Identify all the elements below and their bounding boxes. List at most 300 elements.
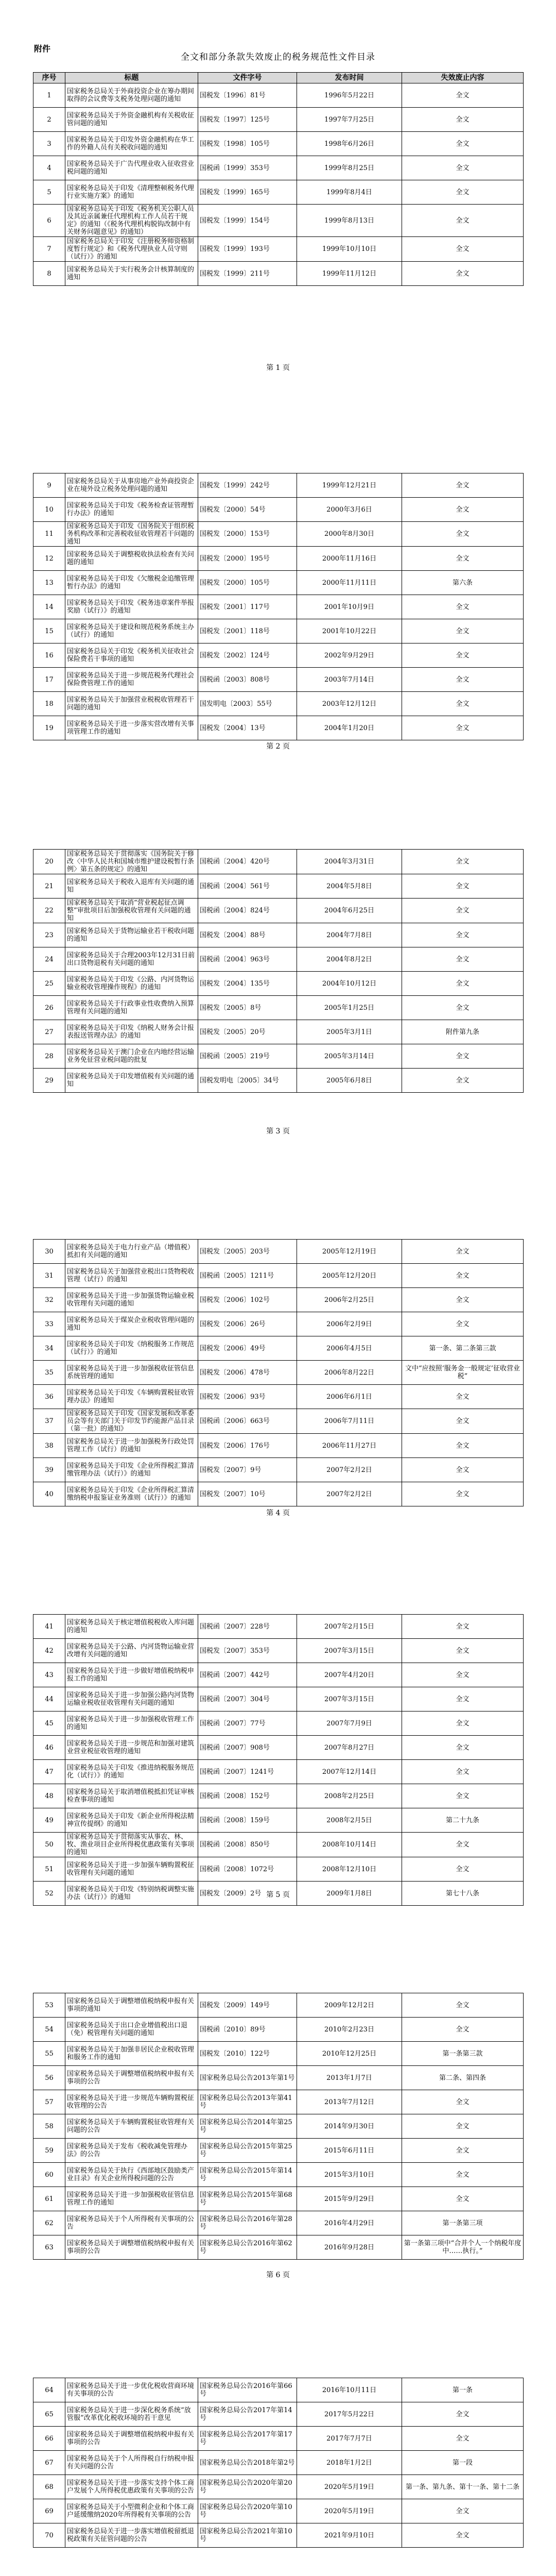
issue-date: 2001年10月9日 [297,595,402,619]
file-title: 国家税务总局关于公路、内河货物运输业营改增有关问题的通知 [65,1639,198,1663]
file-number: 国家税务总局公告2017年第17号 [198,2427,297,2451]
issue-date: 2005年3月14日 [297,1044,402,1069]
table-row [33,1264,524,1288]
column-header: 序号 [33,73,65,83]
row-number: 68 [33,2475,65,2499]
file-title: 国家税务总局关于调整税收执法检查有关问题的通知 [65,547,198,571]
file-number: 国税发〔2004〕13号 [198,716,297,740]
row-number: 48 [33,1784,65,1808]
file-title: 国家税务总局关于进一步做好增值税纳税申报工作的通知 [65,1663,198,1687]
file-number: 国家税务总局公告2013年第41号 [198,2090,297,2114]
table-row [33,1760,524,1784]
repeal-content: 全文 [402,547,524,571]
file-number: 国税发〔2002〕124号 [198,643,297,668]
file-title: 国家税务总局关于车辆购置税征收管理有关问题的公告 [65,2114,198,2139]
issue-date: 2009年1月8日 [297,1882,402,1906]
file-title: 国家税务总局关于印发《纳税服务工作规范（试行）》的通知 [65,1336,198,1361]
file-number: 国税函〔2007〕1241号 [198,1760,297,1784]
file-number: 国税发〔2006〕176号 [198,1434,297,1458]
table-row [33,1385,524,1409]
table-row [33,692,524,716]
table-row [33,595,524,619]
catalog-table-page-2 [33,473,524,740]
table-row [33,1288,524,1312]
file-number: 国税函〔2007〕442号 [198,1663,297,1687]
file-title: 国家税务总局关于进一步落实营改增有关事项管理工作的通知 [65,716,198,740]
repeal-content: 全文 [402,1993,524,2018]
issue-date: 1999年10月10日 [297,237,402,262]
table-row [33,156,524,180]
row-number: 67 [33,2451,65,2475]
file-number: 国家税务总局公告2018年第2号 [198,2451,297,2475]
issue-date: 2006年2月25日 [297,1288,402,1312]
file-title: 国家税务总局关于进一步加强税收管理工作的通知 [65,1711,198,1736]
table-row [33,1663,524,1687]
file-number: 国税发〔2006〕102号 [198,1288,297,1312]
issue-date: 1999年8月13日 [297,205,402,237]
row-number: 45 [33,1711,65,1736]
file-number: 国税发〔1997〕125号 [198,108,297,132]
table-row [33,2211,524,2235]
row-number: 50 [33,1833,65,1857]
file-number: 国税发〔2005〕203号 [198,1240,297,1264]
repeal-content: 第一条第三项 [402,2211,524,2235]
row-number: 14 [33,595,65,619]
row-number: 53 [33,1993,65,2018]
repeal-content: 全文 [402,1615,524,1639]
issue-date: 1996年5月22日 [297,83,402,108]
repeal-content: 全文 [402,2499,524,2523]
issue-date: 2004年5月8日 [297,874,402,899]
file-title: 国家税务总局关于从事房地产业外商投资企业在境外设立税务处理问题的通知 [65,473,198,498]
issue-date: 1999年11月12日 [297,262,402,286]
file-title: 国家税务总局关于行政事业性收费纳入预算管理有关问题的通知 [65,996,198,1020]
page-number: 第 2 页 [266,742,290,751]
file-title: 国家税务总局关于进一步加强货物运输业税收管理有关问题的通知 [65,1288,198,1312]
repeal-content: 全文 [402,668,524,692]
file-title: 国家税务总局关于外资金融机构有关税收征管问题的通知 [65,108,198,132]
row-number: 65 [33,2402,65,2427]
issue-date: 2016年10月11日 [297,2378,402,2402]
file-number: 国税发〔2007〕10号 [198,1482,297,1506]
repeal-content: 全文 [402,132,524,156]
table-row [33,1434,524,1458]
issue-date: 2000年11月16日 [297,547,402,571]
file-title: 国家税务总局关于印发《车辆购置税征收管理办法》的通知 [65,1385,198,1409]
file-number: 国税函〔2005〕1211号 [198,1264,297,1288]
row-number: 4 [33,156,65,180]
file-number: 国税函〔2006〕663号 [198,1409,297,1434]
file-number: 国税发〔1999〕211号 [198,262,297,286]
file-title: 国家税务总局关于贯彻落实从事农、林、牧、渔业项目企业所得税优惠政策有关事项的通知 [65,1833,198,1857]
issue-date: 2021年9月10日 [297,2523,402,2548]
file-number: 国家税务总局公告2013年第1号 [198,2066,297,2090]
table-row [33,2451,524,2475]
row-number: 56 [33,2066,65,2090]
row-number: 66 [33,2427,65,2451]
issue-date: 1999年8月4日 [297,180,402,205]
file-title: 国家税务总局关于进一步落实支持个体工商户发展个人所得税优惠政策有关事项的公告 [65,2475,198,2499]
row-number: 22 [33,899,65,923]
issue-date: 2008年12月10日 [297,1857,402,1882]
file-number: 国税发〔1996〕81号 [198,83,297,108]
file-number: 国税发〔1999〕165号 [198,180,297,205]
table-row [33,2475,524,2499]
repeal-content: 全文 [402,1434,524,1458]
table-row [33,899,524,923]
file-title: 国家税务总局关于印发《企业所得税汇算清缴纳税申报鉴证业务准则（试行）》的通知 [65,1482,198,1506]
table-row [33,2523,524,2548]
repeal-content: 全文 [402,1312,524,1336]
table-row [33,668,524,692]
file-number: 国税函〔2004〕963号 [198,947,297,972]
table-row [33,1808,524,1833]
row-number: 34 [33,1336,65,1361]
repeal-content: 全文 [402,899,524,923]
table-row [33,498,524,522]
issue-date: 2004年7月8日 [297,923,402,947]
issue-date: 2000年8月30日 [297,522,402,547]
issue-date: 2008年2月5日 [297,1808,402,1833]
issue-date: 2003年7月14日 [297,668,402,692]
row-number: 17 [33,668,65,692]
file-title: 国家税务总局关于印发《税务违章案件举报奖励（试行）》的通知 [65,595,198,619]
file-number: 国税发〔1999〕242号 [198,473,297,498]
row-number: 20 [33,850,65,874]
repeal-content: 全文 [402,237,524,262]
issue-date: 2006年7月11日 [297,1409,402,1434]
repeal-content: 全文 [402,1240,524,1264]
catalog-table-page-1 [33,72,524,286]
repeal-content: 全文 [402,1288,524,1312]
row-number: 35 [33,1361,65,1385]
issue-date: 2003年12月12日 [297,692,402,716]
row-number: 19 [33,716,65,740]
table-row [33,850,524,874]
row-number: 15 [33,619,65,643]
table-row [33,1687,524,1711]
file-number: 国税发〔2006〕93号 [198,1385,297,1409]
file-title: 国家税务总局关于进一步加强车辆购置税征收管理有关问题的通知 [65,1857,198,1882]
issue-date: 2005年12月20日 [297,1264,402,1288]
row-number: 31 [33,1264,65,1288]
column-header: 文件字号 [198,73,297,83]
file-number: 国税函〔2008〕1072号 [198,1857,297,1882]
table-row [33,262,524,286]
table-row [33,1240,524,1264]
file-title: 国家税务总局关于合理2003年12月31日前出口货物退税有关问题的通知 [65,947,198,972]
table-row [33,1784,524,1808]
file-title: 国家税务总局关于核定增值税税收入库问题的通知 [65,1615,198,1639]
file-title: 国家税务总局关于煤炭企业税收管理问题的通知 [65,1312,198,1336]
file-title: 国家税务总局关于调整增值税纳税申报有关事项的公告 [65,2066,198,2090]
table-row [33,180,524,205]
repeal-content: 全文 [402,1736,524,1760]
row-number: 49 [33,1808,65,1833]
issue-date: 2006年4月5日 [297,1336,402,1361]
file-title: 国家税务总局关于广告代理业收入征收营业税问题的通知 [65,156,198,180]
row-number: 59 [33,2139,65,2163]
file-title: 国家税务总局关于印发《欠缴税金追缴管理暂行办法》的通知 [65,571,198,595]
repeal-content: 全文 [402,716,524,740]
file-title: 国家税务总局关于电力行业产品（增值税）抵扣有关问题的通知 [65,1240,198,1264]
repeal-content: 全文 [402,1760,524,1784]
file-title: 国家税务总局关于调整增值税纳税申报有关事项的通知 [65,1993,198,2018]
row-number: 27 [33,1020,65,1044]
repeal-content: 全文 [402,923,524,947]
repeal-content: 全文 [402,996,524,1020]
file-number: 国税发〔2001〕117号 [198,595,297,619]
file-number: 国税发〔2010〕122号 [198,2042,297,2066]
row-number: 29 [33,1069,65,1093]
issue-date: 2020年5月19日 [297,2499,402,2523]
page-number: 第 4 页 [266,1509,290,1517]
row-number: 62 [33,2211,65,2235]
catalog-table-page-5 [33,1614,524,1906]
issue-date: 2015年6月11日 [297,2139,402,2163]
table-row [33,1615,524,1639]
table-row [33,2427,524,2451]
file-number: 国税函〔2008〕850号 [198,1833,297,1857]
repeal-content: 第七十八条 [402,1882,524,1906]
column-header: 失效废止内容 [402,73,524,83]
file-title: 国家税务总局关于进一步加强税收征管信息管理工作的通知 [65,2187,198,2211]
file-number: 国税函〔1999〕353号 [198,156,297,180]
repeal-content: 文中“应按照‘服务金一般规定’征收营业税” [402,1361,524,1385]
repeal-content: 全文 [402,83,524,108]
file-title: 国家税务总局关于出口企业增值税出口退（免）税管理有关问题的通知 [65,2018,198,2042]
file-number: 国家税务总局公告2016年第66号 [198,2378,297,2402]
repeal-content: 第六条 [402,571,524,595]
file-number: 国税函〔2005〕219号 [198,1044,297,1069]
repeal-content: 全文 [402,2139,524,2163]
table-row [33,1409,524,1434]
repeal-content: 全文 [402,1687,524,1711]
file-title: 国家税务总局关于调整增值税纳税申报有关事项的公告 [65,2427,198,2451]
row-number: 13 [33,571,65,595]
table-row [33,83,524,108]
file-title: 国家税务总局关于澳门企业在内地经营运输业务免征营业税问题的批复 [65,1044,198,1069]
catalog-table-page-7 [33,2378,524,2548]
row-number: 18 [33,692,65,716]
repeal-content: 全文 [402,1711,524,1736]
file-number: 国税函〔2007〕77号 [198,1711,297,1736]
file-number: 国税函〔2004〕420号 [198,850,297,874]
file-number: 国税发〔2000〕153号 [198,522,297,547]
row-number: 47 [33,1760,65,1784]
file-title: 国家税务总局关于进一步优化税收营商环境有关事项的公告 [65,2378,198,2402]
row-number: 54 [33,2018,65,2042]
repeal-content: 全文 [402,947,524,972]
issue-date: 2004年1月20日 [297,716,402,740]
table-row [33,547,524,571]
repeal-content: 全文 [402,2090,524,2114]
row-number: 42 [33,1639,65,1663]
repeal-content: 全文 [402,1639,524,1663]
row-number: 10 [33,498,65,522]
table-row [33,2114,524,2139]
table-row [33,874,524,899]
issue-date: 2007年7月9日 [297,1711,402,1736]
repeal-content: 全文 [402,2402,524,2427]
issue-date: 2013年1月7日 [297,2066,402,2090]
file-number: 国税函〔2008〕152号 [198,1784,297,1808]
issue-date: 2014年9月30日 [297,2114,402,2139]
table-row [33,1711,524,1736]
file-title: 国家税务总局关于加强营业税税收管理若干问题的通知 [65,692,198,716]
repeal-content: 全文 [402,108,524,132]
file-title: 国家税务总局关于印发《推进纳税服务规范化（试行）》的通知 [65,1760,198,1784]
file-number: 国税发〔2007〕9号 [198,1458,297,1482]
issue-date: 2006年11月27日 [297,1434,402,1458]
table-row [33,643,524,668]
file-title: 国家税务总局关于印发《清理整顿税务代理行业实施方案》的通知 [65,180,198,205]
row-number: 28 [33,1044,65,1069]
row-number: 32 [33,1288,65,1312]
table-header-row [33,73,524,83]
issue-date: 2007年2月2日 [297,1482,402,1506]
file-number: 国税发〔2005〕20号 [198,1020,297,1044]
file-title: 国家税务总局关于印发《国家发展和改革委员会等有关部门关于印发节约能源产品目录（第一批）的通知》 [65,1409,198,1434]
repeal-content: 全文 [402,2163,524,2187]
file-number: 国家税务总局公告2020年第10号 [198,2499,297,2523]
table-row [33,716,524,740]
table-row [33,923,524,947]
repeal-content: 全文 [402,595,524,619]
file-title: 国家税务总局关于印发《企业所得税汇算清缴管理办法（试行）》的通知 [65,1458,198,1482]
repeal-content: 全文 [402,1833,524,1857]
table-row [33,996,524,1020]
table-row [33,2018,524,2042]
issue-date: 1999年12月21日 [297,473,402,498]
file-number: 国税发〔2007〕353号 [198,1639,297,1663]
table-row [33,1833,524,1857]
file-number: 国税函〔2004〕824号 [198,899,297,923]
issue-date: 2007年4月20日 [297,1663,402,1687]
row-number: 55 [33,2042,65,2066]
table-row [33,1639,524,1663]
file-title: 国家税务总局关于个人所得税有关事项的公告 [65,2211,198,2235]
repeal-content: 全文 [402,2187,524,2211]
file-title: 国家税务总局关于实行税务会计核算制度的通知 [65,262,198,286]
table-row [33,522,524,547]
row-number: 58 [33,2114,65,2139]
file-number: 国税函〔2010〕89号 [198,2018,297,2042]
file-number: 国税发〔2000〕54号 [198,498,297,522]
repeal-content: 全文 [402,692,524,716]
row-number: 60 [33,2163,65,2187]
file-number: 国税发〔2006〕478号 [198,1361,297,1385]
repeal-content: 全文 [402,498,524,522]
table-row [33,2402,524,2427]
row-number: 3 [33,132,65,156]
file-number: 国税发〔2004〕88号 [198,923,297,947]
row-number: 40 [33,1482,65,1506]
repeal-content: 全文 [402,2114,524,2139]
row-number: 57 [33,2090,65,2114]
file-number: 国税函〔2007〕304号 [198,1687,297,1711]
file-title: 国家税务总局关于外商投资企业在筹办期间取得的会议费等支税务处理问题的通知 [65,83,198,108]
repeal-content: 全文 [402,2523,524,2548]
file-title: 国家税务总局关于小型微利企业和个体工商户延缓缴纳2020年所得税有关事项的公告 [65,2499,198,2523]
row-number: 39 [33,1458,65,1482]
row-number: 25 [33,972,65,996]
file-number: 国家税务总局公告2015年第68号 [198,2187,297,2211]
repeal-content: 全文 [402,874,524,899]
issue-date: 2007年8月27日 [297,1736,402,1760]
file-title: 国家税务总局关于印发《税务机关公职人员及其近亲属兼任代理机构工作人员若干规定》的通知（《税务代理机构脱钩改制中有关财务问题意见》的通知） [65,205,198,237]
table-row [33,1044,524,1069]
file-title: 国家税务总局关于印发《特别纳税调整实施办法（试行）》的通知 [65,1882,198,1906]
row-number: 37 [33,1409,65,1434]
repeal-content: 全文 [402,1458,524,1482]
column-header: 标题 [65,73,198,83]
row-number: 70 [33,2523,65,2548]
file-number: 国税发〔2001〕118号 [198,619,297,643]
issue-date: 2018年1月2日 [297,2451,402,2475]
repeal-content: 全文 [402,473,524,498]
file-title: 国家税务总局关于取消“营业税起征点调整”审批项目后加强税收管理有关问题的通知 [65,899,198,923]
table-row [33,619,524,643]
file-title: 国家税务总局关于加强非居民企业税收管理和服务工作的通知 [65,2042,198,2066]
repeal-content: 第一条第三款 [402,2042,524,2066]
file-title: 国家税务总局关于贯彻落实《国务院关于修改〈中华人民共和国城市维护建设税暂行条例〉第五条的规定》的通知 [65,850,198,874]
issue-date: 2004年10月12日 [297,972,402,996]
repeal-content: 全文 [402,972,524,996]
issue-date: 2006年8月22日 [297,1361,402,1385]
row-number: 44 [33,1687,65,1711]
row-number: 43 [33,1663,65,1687]
repeal-content: 全文 [402,1069,524,1093]
row-number: 52 [33,1882,65,1906]
file-number: 国家税务总局公告2016年第62号 [198,2235,297,2260]
row-number: 38 [33,1434,65,1458]
row-number: 21 [33,874,65,899]
issue-date: 2015年3月10日 [297,2163,402,2187]
row-number: 41 [33,1615,65,1639]
row-number: 33 [33,1312,65,1336]
issue-date: 2016年9月28日 [297,2235,402,2260]
row-number: 24 [33,947,65,972]
row-number: 64 [33,2378,65,2402]
row-number: 8 [33,262,65,286]
row-number: 5 [33,180,65,205]
file-title: 国家税务总局关于印发外资金融机构在华工作的外籍人员有关税收问题的通知 [65,132,198,156]
file-number: 国家税务总局公告2015年第14号 [198,2163,297,2187]
file-title: 国家税务总局关于建设和规范税务系统主办（试行）的通知 [65,619,198,643]
table-row [33,2163,524,2187]
table-row [33,2066,524,2090]
file-title: 国家税务总局关于调整增值税纳税申报有关事项的公告 [65,2235,198,2260]
repeal-content: 第一条 [402,2378,524,2402]
file-number: 国税发〔2006〕49号 [198,1336,297,1361]
row-number: 23 [33,923,65,947]
table-row [33,2042,524,2066]
repeal-content: 全文 [402,1784,524,1808]
file-number: 国家税务总局公告2021年第10号 [198,2523,297,2548]
file-number: 国税发〔1999〕154号 [198,205,297,237]
column-header: 发布时间 [297,73,402,83]
file-title: 国家税务总局关于印发《国务院关于组织税务机构改革和完善税收征收管理若干问题的通知 [65,522,198,547]
file-number: 国税函〔2003〕808号 [198,668,297,692]
issue-date: 1998年6月26日 [297,132,402,156]
file-title: 国家税务总局关于进一步规范税务代理社会保险费管理工作的通知 [65,668,198,692]
file-title: 国家税务总局关于进一步规范和加强对建筑业营业税征收管理的通知 [65,1736,198,1760]
issue-date: 2000年11月11日 [297,571,402,595]
file-title: 国家税务总局关于加强营业税出口货物税收管理（试行）的通知 [65,1264,198,1288]
table-row [33,1336,524,1361]
issue-date: 2005年3月1日 [297,1020,402,1044]
